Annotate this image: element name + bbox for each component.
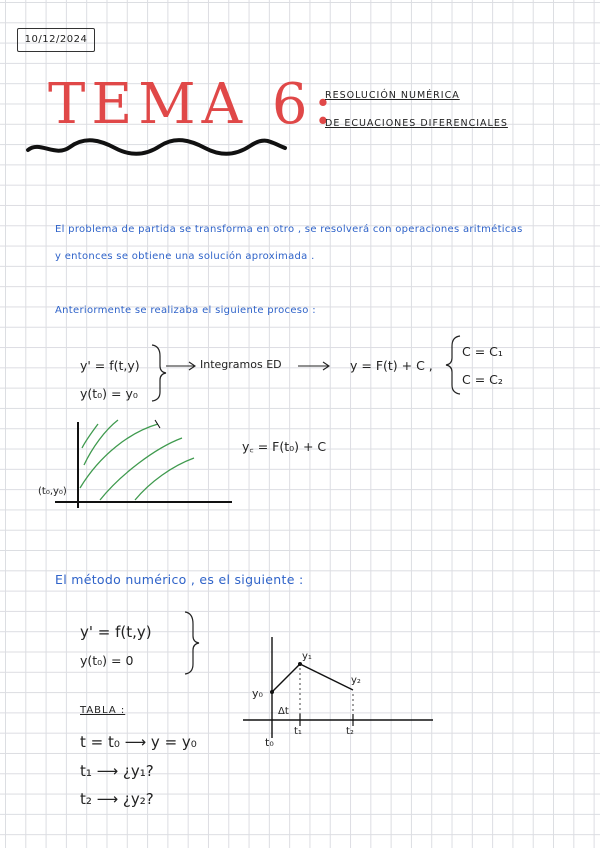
graph1-curve-2: [84, 420, 118, 465]
table-row-1: t = t₀ ⟶ y = y₀: [80, 733, 197, 751]
intro-line-1: El problema de partida se transforma en otro , se resolverá con operaciones aritméticas: [55, 224, 523, 235]
previous-process-text: Anteriormente se realizaba el siguiente proceso :: [55, 305, 316, 316]
table-label: TABLA :: [80, 705, 126, 716]
numeric-method-text: El método numérico , es el siguiente :: [55, 572, 304, 587]
graph2-label-y0: y₀: [252, 687, 263, 700]
system2-brace: [185, 612, 199, 674]
graph2-point-y0: [270, 690, 274, 694]
graph2-label-y2: y₂: [351, 675, 361, 686]
graph2-label-y1: y₁: [302, 651, 312, 662]
initial-point-label: (t₀,y₀): [38, 486, 67, 497]
subtitle-line-2: DE ECUACIONES DIFERENCIALES: [325, 118, 508, 129]
case-c2: C = C₂: [462, 372, 503, 387]
graph2-label-t0: t₀: [265, 736, 274, 749]
title-wave-underline: [28, 140, 285, 154]
system1-equation-2: y(t₀) = y₀: [80, 386, 138, 401]
particular-solution: y꜀ = F(t₀) + C: [242, 439, 327, 454]
cases-brace: [446, 336, 460, 394]
graph1-curve-4: [100, 438, 182, 500]
system1-brace: [152, 345, 166, 401]
graph2-polyline: [272, 664, 353, 692]
date-box: 10/12/2024: [17, 28, 95, 52]
system1-equation-1: y' = f(t,y): [80, 358, 140, 373]
subtitle-line-1: RESOLUCIÓN NUMÉRICA: [325, 90, 460, 101]
table-row-3: t₂ ⟶ ¿y₂?: [80, 790, 154, 808]
table-row-2: t₁ ⟶ ¿y₁?: [80, 762, 154, 780]
system2-equation-2: y(t₀) = 0: [80, 653, 134, 668]
graph1-curve-5: [135, 458, 194, 500]
intro-line-2: y entonces se obtiene una solución aproximada .: [55, 251, 315, 262]
system2-equation-1: y' = f(t,y): [80, 623, 152, 641]
integrate-label: Integramos ED: [200, 358, 282, 371]
case-c1: C = C₁: [462, 344, 503, 359]
graph2-label-dt: Δt: [278, 706, 289, 717]
graph2-label-t1: t₁: [294, 726, 302, 737]
graph2-point-y1: [298, 662, 302, 666]
general-solution: y = F(t) + C ,: [350, 358, 433, 373]
graph2-label-t2: t₂: [346, 726, 354, 737]
page-title: TEMA 6:: [48, 72, 339, 137]
